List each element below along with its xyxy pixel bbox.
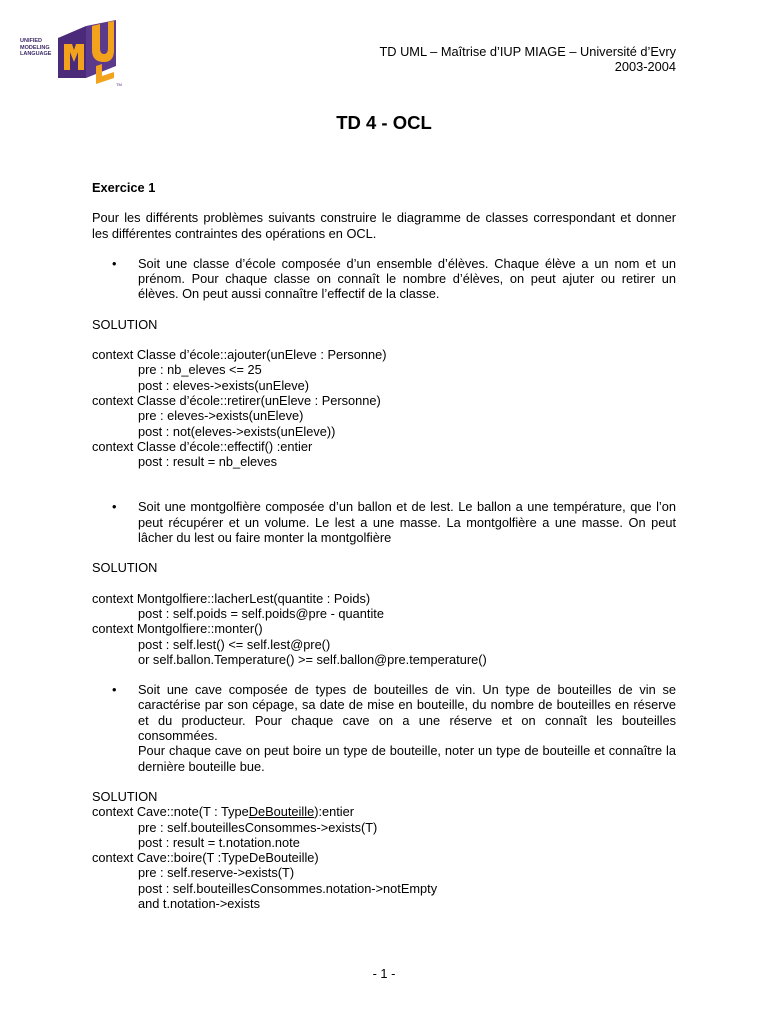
logo-text [20,38,60,58]
uml-logo [20,18,120,86]
header [379,44,676,75]
ocl-line: post : eleves->exists(unEleve) [138,377,310,393]
ocl-line: context Cave::boire(T :TypeDeBouteille) [92,850,319,866]
page-number: - 1 - [372,966,396,981]
bullet-icon: • [112,255,117,271]
ocl-line: context Classe d’école::ajouter(unEleve : Personne) [92,347,387,363]
ocl-underlined-fragment: DeBouteille [248,804,315,820]
logo-line-language: LANGUAGE [20,51,52,57]
ocl-line: post : result = t.notation.note [138,834,300,850]
problem-3-text-a: Soit une cave composée de types de bouteilles de vin. Un type de bouteilles de vin se caractérise par son cépage, sa date de mise en bouteille, du nombre de bouteilles en réserve et du producteur. Pour chaque cave on a une réserve et on connaît les bouteilles consommées. [138,682,676,744]
document-body [92,180,676,911]
problem-3 [92,682,676,774]
ocl-line: context Montgolfiere::monter() [92,621,263,637]
exercise-heading: Exercice 1 [92,180,156,195]
ocl-line: or self.ballon.Temperature() >= self.ballon@pre.temperature() [138,651,487,667]
ocl-line: pre : eleves->exists(unEleve) [138,408,304,424]
ocl-line: pre : nb_eleves <= 25 [138,362,262,378]
logo-tm: TM [116,82,122,87]
page-title: TD 4 - OCL [336,112,432,133]
solution-3 [92,804,676,911]
ocl-line: and t.notation->exists [138,895,261,911]
logo-line-unified: UNIFIED [20,38,42,44]
exercise-intro: Pour les différents problèmes suivants construire le diagramme de classes correspondant et donner les différentes contraintes des opérations en OCL. [92,210,676,241]
problem-1 [92,256,676,302]
bullet-icon: • [112,682,117,698]
ocl-line: context Classe d’école::effectif() :entier [92,438,313,454]
ocl-line: post : self.poids = self.poids@pre - quantite [138,605,384,621]
solution-label-2: SOLUTION [92,560,158,576]
ocl-line: post : result = nb_eleves [138,454,278,470]
ocl-line: pre : self.reserve->exists(T) [138,865,295,881]
solution-1 [92,347,676,469]
ocl-line: post : self.bouteillesConsommes.notation->notEmpty [138,880,438,896]
ocl-line: context Classe d’école::retirer(unEleve : Personne) [92,392,381,408]
logo-line-modeling: MODELING [20,44,50,51]
ocl-fragment: context Cave::note(T : Type [92,804,249,820]
problem-2 [92,499,676,545]
header-year: 2003-2004 [614,59,676,75]
ocl-fragment: ):entier [314,804,355,820]
problem-3-text-b: Pour chaque cave on peut boire un type de bouteille, noter un type de bouteille et connaître la dernière bouteille bue. [138,743,676,774]
solution-2 [92,591,676,667]
solution-label-3: SOLUTION [92,788,158,804]
bullet-icon: • [112,499,117,515]
ocl-line: post : not(eleves->exists(unEleve)) [138,423,336,439]
ocl-line: post : self.lest() <= self.lest@pre() [138,636,331,652]
ocl-line: pre : self.bouteillesConsommes->exists(T) [138,819,378,835]
ocl-line: context Montgolfiere::lacherLest(quantite : Poids) [92,590,371,606]
ocl-line [92,804,676,819]
solution-label-1: SOLUTION [92,316,158,332]
problem-2-text: Soit une montgolfière composée d’un ballon et de lest. Le ballon a une température, que l’on peut récupérer et un volume. Le lest a une masse. La montgolfière a une masse. On peut lâcher du lest ou faire monter la montgolfière [138,499,676,546]
problem-1-text: Soit une classe d’école composée d’un ensemble d’élèves. Chaque élève a un nom et un prénom. Pour chaque classe on connaît le nombre d’élèves, on peut ajuter ou retirer un élèves. On peut aussi connaître l’effectif de la classe. [138,255,676,302]
uml-logo-mark-icon [56,18,126,86]
header-course: TD UML – Maîtrise d’IUP MIAGE – Université d’Evry [379,44,676,59]
